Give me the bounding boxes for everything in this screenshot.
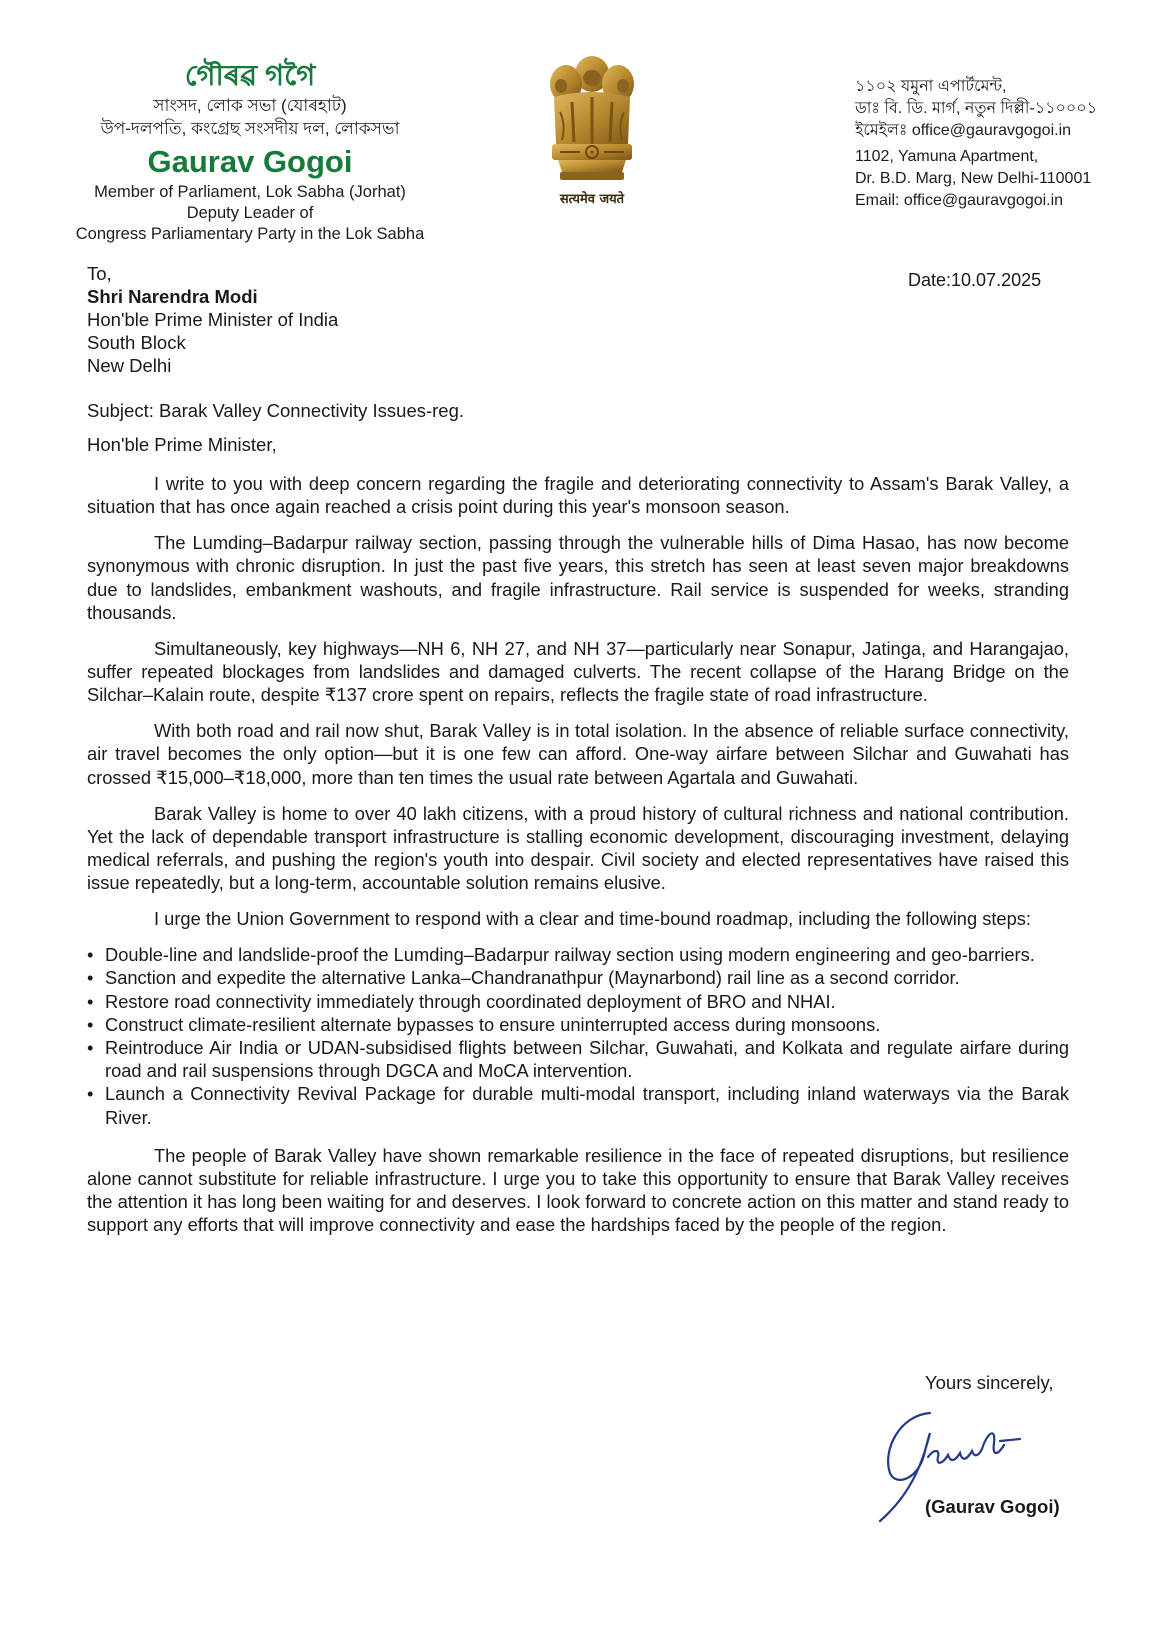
list-item-text: Construct climate-resilient alternate bypasses to ensure uninterrupted access during monsoons. xyxy=(105,1013,881,1035)
address-bn-line-1: ১১০২ যমুনা এপাৰ্টমেন্ট, xyxy=(855,78,1007,95)
letterhead-left xyxy=(50,58,450,245)
bullet-icon: • xyxy=(87,1083,94,1105)
bullet-icon: • xyxy=(87,967,94,989)
address-en-line-2: Dr. B.D. Marg, New Delhi-110001 xyxy=(855,170,1092,187)
bengali-designation-1: সাংসদ, লোক সভা (যোৰহাট) xyxy=(153,96,347,115)
list-item-text: Reintroduce Air India or UDAN-subsidised flights between Silchar, Guwahati, and Kolkata and regulate airfare during road and rail suspensions through DGCA and MoCA intervention. xyxy=(105,1037,1069,1082)
body-paragraph: With both road and rail now shut, Barak Valley is in total isolation. In the absence of reliable surface connectivity, air travel becomes the only option—but it is one few can afford. One-way airfare between Silchar and Guwahati has crossed ₹15,000–₹18,000, more than ten times the usual rate between Agartala and Guwahati. xyxy=(87,720,1069,788)
english-designation-1: Member of Parliament, Lok Sabha (Jorhat) xyxy=(94,183,406,201)
subject-line: Subject: Barak Valley Connectivity Issues-reg. xyxy=(87,400,465,421)
english-designation-2: Deputy Leader of xyxy=(186,204,314,222)
bengali-name: গৌৰৱ গগৈ xyxy=(184,60,316,92)
closing-paragraph: The people of Barak Valley have shown remarkable resilience in the face of repeated disruptions, but resilience alone cannot substitute for reliable infrastructure. I urge you to take this opportunity to ensure that Barak Valley receives the attention it has long been waiting for and deserves. I look forward to concrete action on this matter and stand ready to support any efforts that will improve connectivity and ease the hardships faced by the people of the region. xyxy=(87,1144,1069,1236)
address-en-line-1: 1102, Yamuna Apartment, xyxy=(855,148,1039,165)
addressee-name: Shri Narendra Modi xyxy=(87,286,258,307)
english-name: Gaurav Gogoi xyxy=(147,144,353,179)
list-item xyxy=(87,1082,1069,1128)
list-item xyxy=(87,943,1069,966)
english-designation-3: Congress Parliamentary Party in the Lok Sabha xyxy=(75,225,425,243)
list-item xyxy=(87,1013,1069,1036)
address-bn-line-2: ডাঃ বি. ডি. মাৰ্গ, নতুন দিল্লী-১১০০০১ xyxy=(855,100,1098,117)
letter-body xyxy=(87,472,1069,1249)
list-item-text: Launch a Connectivity Revival Package for durable multi-modal transport, including inland waterways via the Barak River. xyxy=(105,1083,1069,1128)
list-item xyxy=(87,966,1069,989)
addressee-line-1: Hon'ble Prime Minister of India xyxy=(87,309,339,330)
signatory-name: (Gaurav Gogoi) xyxy=(925,1496,1060,1517)
bullet-icon: • xyxy=(87,1013,94,1035)
letterhead-right xyxy=(855,76,1145,212)
national-emblem xyxy=(532,52,652,207)
letter-date: Date:10.07.2025 xyxy=(908,270,1042,290)
addressee-line-2: South Block xyxy=(87,332,186,353)
bullet-icon: • xyxy=(87,990,94,1012)
body-paragraph: Simultaneously, key highways—NH 6, NH 27, and NH 37—particularly near Sonapur, Jatinga, and Harangajao, suffer repeated blockages from landslides and damaged culverts. The recent collapse of the Harang Bridge on the Silchar–Kalain route, despite ₹137 crore spent on repairs, reflects the fragile state of road infrastructure. xyxy=(87,637,1069,706)
bullet-icon: • xyxy=(87,1037,94,1059)
list-item-text: Restore road connectivity immediately through coordinated deployment of BRO and NHAI. xyxy=(105,990,836,1012)
bengali-designation-2: উপ-দলপতি, কংগ্ৰেছ সংসদীয় দল, লোকসভা xyxy=(100,119,400,138)
steps-list xyxy=(87,943,1069,1129)
sign-off: Yours sincerely, xyxy=(925,1372,1054,1393)
address-en-line-3: Email: office@gauravgogoi.in xyxy=(855,192,1064,209)
bullet-icon: • xyxy=(87,944,94,966)
list-item-text: Sanction and expedite the alternative Lanka–Chandranathpur (Maynarbond) rail line as a second corridor. xyxy=(105,967,960,989)
lion-capital-icon xyxy=(544,52,640,187)
addressee-to: To, xyxy=(87,263,112,284)
addressee-line-3: New Delhi xyxy=(87,355,172,376)
addressee-block xyxy=(87,262,338,377)
body-paragraph: I write to you with deep concern regarding the fragile and deteriorating connectivity to Assam's Barak Valley, a situation that has once again reached a crisis point during this year's monsoon season. xyxy=(87,473,1069,518)
list-item xyxy=(87,1036,1069,1082)
body-paragraph: The Lumding–Badarpur railway section, passing through the vulnerable hills of Dima Hasao, has now become synonymous with chronic disruption. In just the past five years, this stretch has seen at least seven major breakdowns due to landslides, embankment washouts, and fragile infrastructure. Rail service is suspended for weeks, stranding thousands. xyxy=(87,532,1069,623)
list-item xyxy=(87,990,1069,1013)
body-paragraph: I urge the Union Government to respond with a clear and time-bound roadmap, including the following steps: xyxy=(154,908,1031,930)
emblem-motto: सत्यमेव जयते xyxy=(559,192,625,207)
salutation: Hon'ble Prime Minister, xyxy=(87,434,277,455)
list-item-text: Double-line and landslide-proof the Lumding–Badarpur railway section using modern engineering and geo-barriers. xyxy=(105,944,1035,966)
body-paragraph: Barak Valley is home to over 40 lakh citizens, with a proud history of cultural richness and national contribution. Yet the lack of dependable transport infrastructure is stalling economic development, discouraging investment, delaying medical referrals, and pushing the region's youth into despair. Civil society and elected representatives have raised this issue repeatedly, but a long-term, accountable solution remains elusive. xyxy=(87,802,1069,894)
address-bn-line-3: ইমেইলঃ office@gauravgogoi.in xyxy=(855,122,1072,139)
